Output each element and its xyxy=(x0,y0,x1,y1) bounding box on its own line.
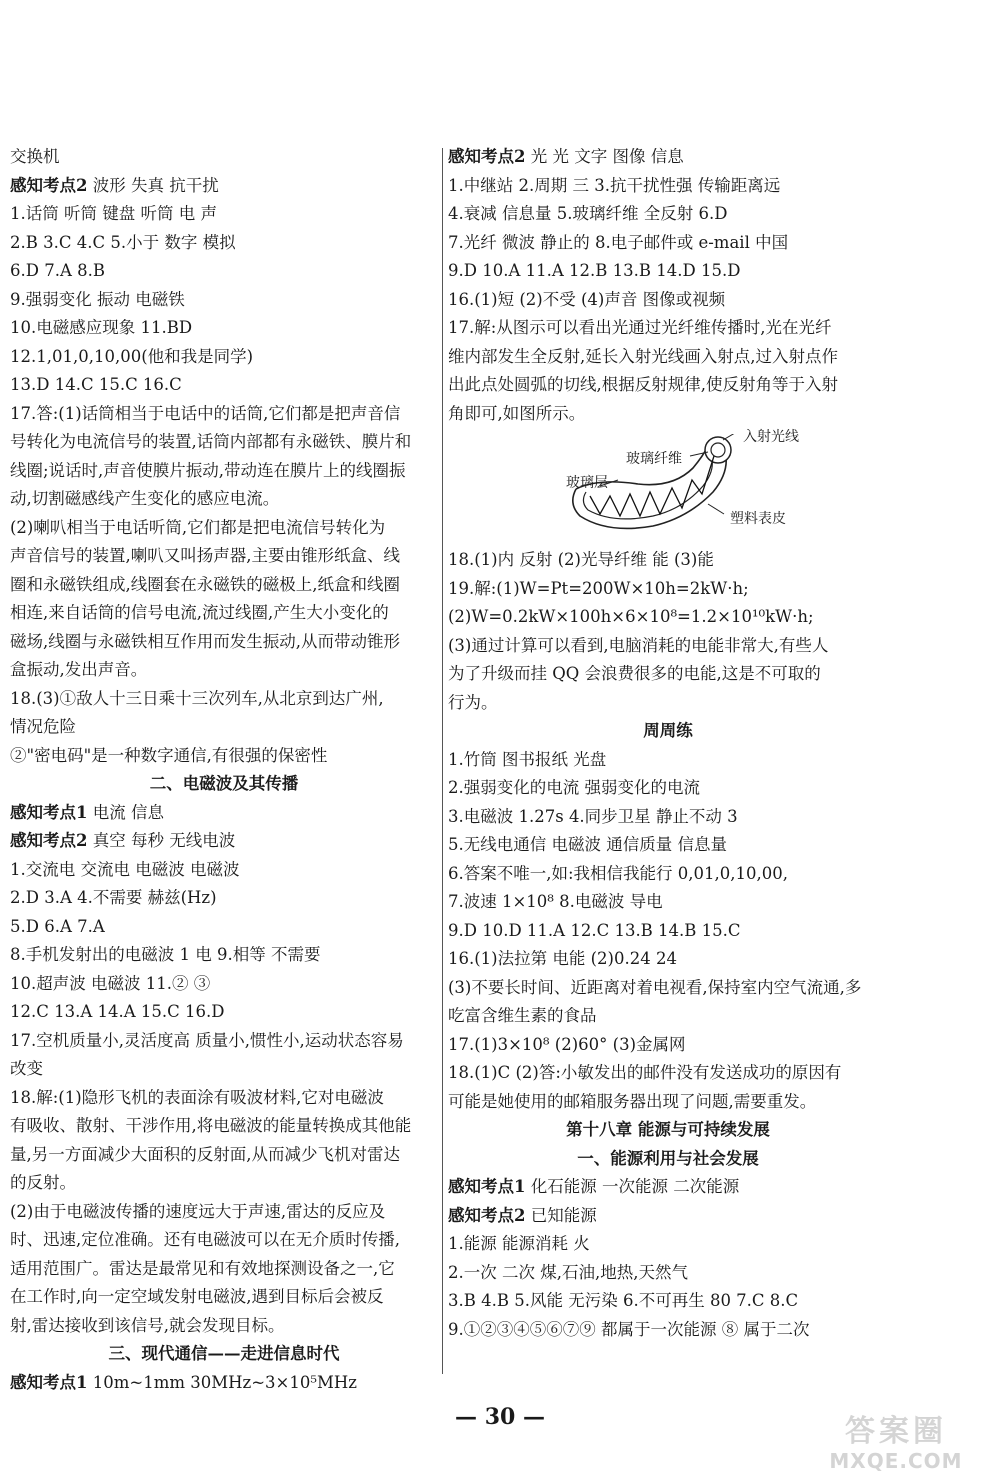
answer-line: 9.强弱变化 振动 电磁铁 xyxy=(10,289,185,309)
answer-line: 磁场,线圈与永磁铁相互作用而发生振动,从而带动锥形 xyxy=(10,631,400,651)
answer-line: 9.D 10.D 11.A 12.C 13.B 14.B 15.C xyxy=(448,920,741,940)
answer-line: 动,切割磁感线产生变化的感应电流。 xyxy=(10,489,280,508)
answer-line: 6.答案不唯一,如:我相信我能行 0,01,0,10,00, xyxy=(448,863,788,883)
answer-line: 17.(1)3×10⁸ (2)60° (3)金属网 xyxy=(448,1034,686,1054)
answer-line: 线圈;说话时,声音使膜片振动,带动连在膜片上的线圈振 xyxy=(10,460,406,480)
answer-line: 3.B 4.B 5.风能 无污染 6.不可再生 80 7.C 8.C xyxy=(448,1291,799,1310)
answer-line: 在工作时,向一定空域发射电磁波,遇到目标后会被反 xyxy=(10,1287,384,1306)
leader-plastic xyxy=(708,504,724,514)
section-heading: 周周练 xyxy=(643,721,693,740)
answer-line: 16.(1)法拉第 电能 (2)0.24 24 xyxy=(448,949,677,968)
answer-line: 5.D 6.A 7.A xyxy=(10,916,105,936)
answer-line: 10.电磁感应现象 11.BD xyxy=(10,318,193,337)
answer-line: 感知考点2 真空 每秒 无线电波 xyxy=(10,831,236,850)
answer-line: 量,另一方面减少大面积的反射面,从而减少飞机对雷达 xyxy=(10,1144,400,1164)
page-number: — 30 — xyxy=(455,1404,545,1430)
answer-line: (2)喇叭相当于电话听筒,它们都是把电流信号转化为 xyxy=(10,517,386,537)
answer-line: 号转化为电流信号的装置,话筒内部都有永磁铁、膜片和 xyxy=(10,432,412,451)
answer-line: (2)由于电磁波传播的速度远大于声速,雷达的反应及 xyxy=(10,1201,386,1221)
answer-line: 2.一次 二次 煤,石油,地热,天然气 xyxy=(448,1262,688,1282)
answer-line: 12.1,01,0,10,00(他和我是同学) xyxy=(10,346,254,366)
column-divider xyxy=(442,148,443,1374)
answer-line: 9.D 10.A 11.A 12.B 13.B 14.D 15.D xyxy=(448,261,741,280)
answer-line: 2.B 3.C 4.C 5.小于 数字 模拟 xyxy=(10,232,236,252)
section-heading: 二、电磁波及其传播 xyxy=(149,774,299,793)
answer-line: 的反射。 xyxy=(10,1173,76,1192)
answer-line: 改变 xyxy=(10,1059,43,1078)
key-point-label: 感知考点1 xyxy=(10,1372,88,1392)
label-plastic-sheath: 塑料表皮 xyxy=(730,511,786,527)
answer-line: 2.D 3.A 4.不需要 赫兹(Hz) xyxy=(10,888,217,907)
answer-line: 13.D 14.C 15.C 16.C xyxy=(10,375,182,394)
answer-line: 圈和永磁铁组成,线圈套在永磁铁的磁极上,纸盒和线圈 xyxy=(10,574,400,594)
answer-line: 情况危险 xyxy=(10,717,76,736)
answer-line: 维内部发生全反射,延长入射光线画入射点,过入射点作 xyxy=(448,346,838,366)
answer-line: 为了升级而挂 QQ 会浪费很多的电能,这是不可取的 xyxy=(448,664,821,683)
answer-line: 感知考点2 波形 失真 抗干扰 xyxy=(10,175,219,195)
answer-line: 18.(1)C (2)答:小敏发出的邮件没有发送成功的原因有 xyxy=(448,1063,842,1082)
section-heading: 第十八章 能源与可持续发展 xyxy=(566,1120,770,1139)
answer-line: 可能是她使用的邮箱服务器出现了问题,需要重发。 xyxy=(448,1091,817,1111)
right-column-bottom xyxy=(448,546,888,1344)
answer-line: (3)通过计算可以看到,电脑消耗的电能非常大,有些人 xyxy=(448,635,829,655)
answer-line: 吃富含维生素的食品 xyxy=(448,1006,597,1025)
answer-line: 3.电磁波 1.27s 4.同步卫星 静止不动 3 xyxy=(448,806,738,826)
key-point-label: 感知考点2 xyxy=(10,831,88,850)
answer-line: 10.超声波 电磁波 11.② ③ xyxy=(10,973,211,993)
answer-line: 7.光纤 微波 静止的 8.电子邮件或 e-mail 中国 xyxy=(448,232,789,252)
answer-line: 声音信号的装置,喇叭又叫扬声器,主要由锥形纸盒、线 xyxy=(10,546,400,565)
answer-line: 19.解:(1)W=Pt=200W×10h=2kW·h; xyxy=(448,578,749,598)
watermark-cn: 答案圈 xyxy=(845,1414,947,1449)
answer-line: 5.无线电通信 电磁波 通信质量 信息量 xyxy=(448,835,727,854)
answer-line: 18.(3)①敌人十三日乘十三次列车,从北京到达广州, xyxy=(10,688,384,708)
answer-line: 18.(1)内 反射 (2)光导纤维 能 (3)能 xyxy=(448,550,714,569)
key-point-label: 感知考点2 xyxy=(10,175,88,195)
left-column xyxy=(10,143,438,1397)
label-incident-ray: 入射光线 xyxy=(743,429,799,445)
answer-line: 17.答:(1)话筒相当于电话中的话筒,它们都是把声音信 xyxy=(10,403,401,423)
key-point-label: 感知考点1 xyxy=(448,1177,526,1196)
answer-line: 17.空机质量小,灵活度高 质量小,惯性小,运动状态容易 xyxy=(10,1030,404,1050)
answer-line: 1.话筒 听筒 键盘 听筒 电 声 xyxy=(10,204,217,223)
answer-line: 9.①②③④⑤⑥⑦⑨ 都属于一次能源 ⑧ 属于二次 xyxy=(448,1319,810,1339)
answer-line: 12.C 13.A 14.A 15.C 16.D xyxy=(10,1002,225,1021)
answer-line: 1.交流电 交流电 电磁波 电磁波 xyxy=(10,859,240,879)
answer-line: 行为。 xyxy=(448,692,498,712)
answer-line: 感知考点2 已知能源 xyxy=(448,1205,597,1225)
answer-line: 17.解:从图示可以看出光通过光纤维传播时,光在光纤 xyxy=(448,318,832,337)
answer-line: 7.波速 1×10⁸ 8.电磁波 导电 xyxy=(448,892,663,911)
answer-line: ②"密电码"是一种数字通信,有很强的保密性 xyxy=(10,745,328,765)
answer-line: 适用范围广。雷达是最常见和有效地探测设备之一,它 xyxy=(10,1258,395,1278)
answer-line: 交换机 xyxy=(10,147,60,166)
label-glass-layer: 玻璃层 xyxy=(566,475,608,491)
answer-line: 6.D 7.A 8.B xyxy=(10,261,105,280)
key-point-label: 感知考点2 xyxy=(448,1205,526,1225)
answer-line: 出此点处圆弧的切线,根据反射规律,使反射角等于入射 xyxy=(448,375,838,394)
answer-line: 感知考点1 10m~1mm 30MHz~3×10⁵MHz xyxy=(10,1372,357,1392)
key-point-label: 感知考点2 xyxy=(448,147,526,166)
optical-fiber-figure xyxy=(448,429,888,538)
answer-line: 盒振动,发出声音。 xyxy=(10,660,148,679)
answer-line: 4.衰减 信息量 5.玻璃纤维 全反射 6.D xyxy=(448,204,728,223)
answer-line: 感知考点1 化石能源 一次能源 二次能源 xyxy=(448,1177,740,1196)
label-glass-fiber: 玻璃纤维 xyxy=(626,451,682,467)
answer-line: 相连,来自话筒的信号电流,流过线圈,产生大小变化的 xyxy=(10,603,389,622)
answer-line: 8.手机发射出的电磁波 1 电 9.相等 不需要 xyxy=(10,945,321,964)
fiber-end-core xyxy=(711,443,725,457)
watermark-en: MXQE.COM xyxy=(829,1449,963,1473)
answer-line: 射,雷达接收到该信号,就会发现目标。 xyxy=(10,1315,285,1335)
answer-line: 1.竹筒 图书报纸 光盘 xyxy=(448,749,607,769)
answer-line: (2)W=0.2kW×100h×6×10⁸=1.2×10¹⁰kW·h; xyxy=(448,607,814,626)
answer-line: 18.解:(1)隐形飞机的表面涂有吸波材料,它对电磁波 xyxy=(10,1087,384,1107)
answer-line: 有吸收、散射、干涉作用,将电磁波的能量转换成其他能 xyxy=(10,1116,412,1135)
answer-line: 感知考点2 光 光 文字 图像 信息 xyxy=(448,147,684,166)
right-column-top xyxy=(448,143,888,428)
answer-line: 1.能源 能源消耗 火 xyxy=(448,1234,590,1253)
section-heading: 三、现代通信——走进信息时代 xyxy=(108,1344,340,1363)
key-point-label: 感知考点1 xyxy=(10,802,88,822)
answer-line: 角即可,如图所示。 xyxy=(448,403,586,423)
answer-line: (3)不要长时间、近距离对着电视看,保持室内空气流通,多 xyxy=(448,977,862,997)
answer-line: 1.中继站 2.周期 三 3.抗干扰性强 传输距离远 xyxy=(448,175,781,195)
site-watermark xyxy=(806,1414,986,1478)
answer-line: 16.(1)短 (2)不受 (4)声音 图像或视频 xyxy=(448,289,726,309)
answer-line: 2.强弱变化的电流 强弱变化的电流 xyxy=(448,778,700,797)
right-column xyxy=(448,143,888,1344)
answer-line: 时、迅速,定位准确。还有电磁波可以在无介质时传播, xyxy=(10,1230,400,1249)
section-heading: 一、能源利用与社会发展 xyxy=(577,1148,759,1168)
answer-line: 感知考点1 电流 信息 xyxy=(10,802,164,822)
